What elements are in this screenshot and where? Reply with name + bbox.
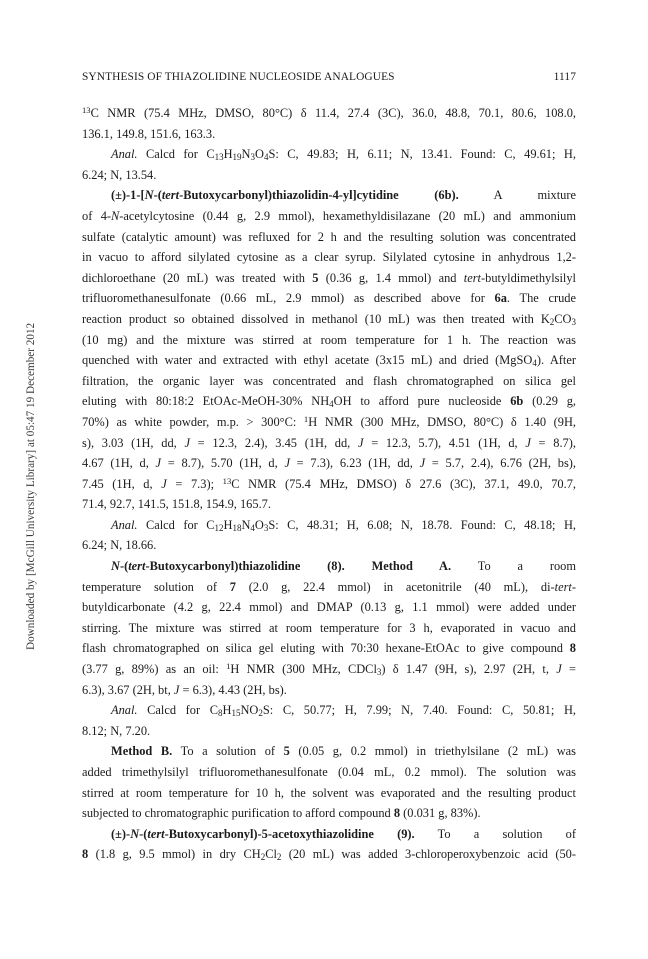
text-line-20: 71.4, 92.7, 141.5, 151.8, 154.9, 165.7. [82,497,271,512]
text-line-7: sulfate (catalytic amount) was refluxed for 2 h and the resulting solution was concentrated [82,229,576,244]
text-line-6: of 4-N-acetylcytosine (0.44 g, 2.9 mmol), hexamethyldisilazane (20 mL) and ammonium [82,208,576,223]
text-line-9: dichloroethane (20 mL) was treated with 5 (0.36 g, 1.4 mmol) and tert-butyldimethylsilyl [82,270,576,285]
text-line-19: 7.45 (1H, d, J = 7.3); $^{13}$C NMR (75.4 MHz, DMSO) δ 27.6 (3C), 37.1, 49.0, 70.7, [82,475,577,491]
article-body [82,103,576,865]
text-line-32: Method B. To a solution of 5 (0.05 g, 0.2 mmol) in triethylsilane (2 mL) was [111,744,576,759]
text-line-10: trifluoromethanesulfonate (0.66 mL, 2.9 mmol) as described above for 6a. The crude [82,291,576,306]
page-number: 1117 [553,71,576,83]
text-line-24: temperature solution of 7 (2.0 g, 22.4 mmol) in acetonitrile (40 mL), di-tert- [82,579,576,594]
text-line-4: 6.24; N, 13.54. [82,167,157,182]
running-title: SYNTHESIS OF THIAZOLIDINE NUCLEOSIDE ANALOGUES [82,71,395,83]
text-line-21: Anal. Calcd for $C_{12}H_{18}N_4O_3S$: C, 48.31; H, 6.08; N, 18.78. Found: C, 48.18; H, [111,517,576,533]
text-line-27: flash chromatographed on silica gel eluting with 70:30 hexane-EtOAc to give compound 8 [82,641,576,656]
text-line-37: 8 (1.8 g, 9.5 mmol) in dry $CH_2Cl_2$ (20 mL) was added 3-chloroperoxybenzoic acid (50- [82,847,576,863]
text-line-33: added trimethylsilyl trifluoromethanesulfonate (0.04 mL, 0.2 mmol). The solution was [82,765,576,779]
text-line-29: 6.3), 3.67 (2H, bt, J = 6.3), 4.43 (2H, bs). [82,682,287,697]
text-line-23: N-(tert-Butoxycarbonyl)thiazolidine (8). Method A. To a room [111,559,577,574]
text-line-28: (3.77 g, 89%) as an oil: $^1$H NMR (300 MHz, CDCl$_3$) δ 1.47 (9H, s), 2.97 (2H, t, J = [82,661,576,678]
text-line-8: in vacuo to afford silylated cytosine as a clear syrup. Silylated cytosine in anhydrous 1,2- [82,250,576,265]
text-line-36: (±)-N-(tert-Butoxycarbonyl)-5-acetoxythiazolidine (9). To a solution of [111,826,576,841]
text-line-26: stirring. The mixture was stirred at room temperature for 3 h, evaporated in vacuo and [82,620,576,635]
text-line-15: eluting with 80:18:2 EtOAc-MeOH-30% $NH_4OH$ to afford pure nucleoside 6b (0.29 g, [82,394,576,410]
text-line-18: 4.67 (1H, d, J = 8.7), 5.70 (1H, d, J = 7.3), 6.23 (1H, dd, J = 5.7, 2.4), 6.76 (2H, bs), [82,456,577,471]
text-line-2: 136.1, 149.8, 151.6, 163.3. [82,126,216,141]
text-line-22: 6.24; N, 18.66. [82,538,157,553]
text-line-5: (±)-1-[N-(tert-Butoxycarbonyl)thiazolidin-4-yl]cytidine (6b). A mixture [111,188,576,203]
text-line-31: 8.12; N, 7.20. [82,723,151,738]
text-line-12: (10 mg) and the mixture was stirred at room temperature for 1 h. The reaction was [82,332,576,347]
text-line-14: filtration, the organic layer was concentrated and flash chromatographed on silica gel [82,373,576,388]
text-line-3: Anal. Calcd for $C_{13}H_{19}N_3O_4S$: C, 49.83; H, 6.11; N, 13.41. Found: C, 49.61; H, [111,147,576,163]
text-line-11: reaction product so obtained dissolved in methanol (10 mL) was then treated with $K_2CO_3$ [82,311,576,327]
text-line-17: s), 3.03 (1H, dd, J = 12.3, 2.4), 3.45 (1H, dd, J = 12.3, 5.7), 4.51 (1H, d, J = 8.7), [82,435,576,450]
text-line-34: stirred at room temperature for 10 h, the solvent was evaporated and the resulting product [82,785,576,800]
text-line-35: subjected to chromatographic purification to afford compound 8 (0.031 g, 83%). [82,806,481,821]
text-line-1: $^{13}$C NMR (75.4 MHz, DMSO, 80°C) δ 11.4, 27.4 (3C), 36.0, 48.8, 70.1, 80.6, 108.0, [82,105,576,120]
text-line-30: Anal. Calcd for $C_8H_{15}NO_2S$: C, 50.77; H, 7.99; N, 7.40. Found: C, 50.81; H, [111,703,576,719]
text-line-16: 70%) as white powder, m.p. > 300°C: $^1$H NMR (300 MHz, DMSO, 80°C) δ 1.40 (9H, [82,413,576,429]
download-watermark: Downloaded by [McGill University Library] at 05:47 19 December 2012 [25,322,37,650]
running-header [82,71,576,87]
text-line-25: butyldicarbonate (4.2 g, 22.4 mmol) and DMAP (0.13 g, 1.1 mmol) were added under [82,600,576,615]
text-line-13: quenched with water and extracted with ethyl acetate (3x15 mL) and dried (MgSO$_4$). After [82,353,576,369]
